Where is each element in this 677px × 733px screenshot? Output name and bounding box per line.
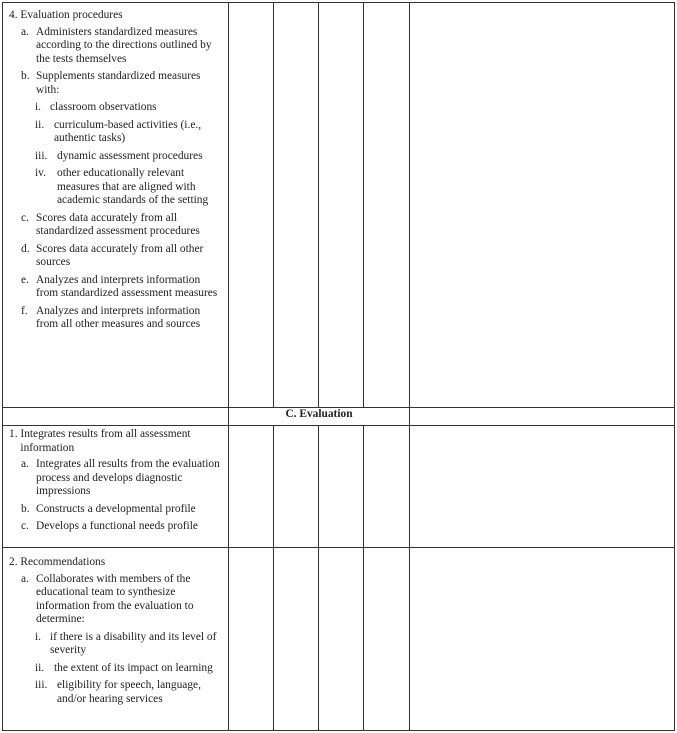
rating-cell[interactable] (229, 3, 274, 408)
item-number: 4. (9, 9, 18, 21)
item-title: Integrates results from all assessment information (20, 428, 191, 454)
notes-cell[interactable] (410, 548, 675, 731)
rating-cell[interactable] (319, 426, 364, 548)
item-cell (3, 3, 229, 408)
rating-cell[interactable] (364, 3, 410, 408)
rating-cell[interactable] (364, 426, 410, 548)
sub-sub-item: i. if there is a disability and its level of severity (35, 630, 217, 656)
item-number: 1. (9, 428, 18, 440)
item-cell (3, 548, 229, 731)
heading-notes-cell (410, 408, 675, 426)
evaluation-rating-table (2, 2, 675, 731)
sub-sub-item: iv. other educationally relevant measures that are aligned with academic standards of the setting (35, 167, 209, 206)
rating-cell[interactable] (229, 426, 274, 548)
item-cell (3, 426, 229, 548)
sub-item: c. Develops a functional needs profile (21, 520, 198, 532)
row-evaluation-procedures (3, 3, 675, 408)
sub-sub-item: iii. dynamic assessment procedures (35, 149, 203, 162)
rating-cell[interactable] (364, 548, 410, 731)
item-number: 2. (9, 556, 18, 568)
rating-cell[interactable] (229, 548, 274, 731)
sub-sub-item: ii. the extent of its impact on learning (35, 661, 213, 674)
rating-cell[interactable] (319, 548, 364, 731)
item-title: Evaluation procedures (20, 9, 123, 21)
sub-sub-item: ii. curriculum-based activities (i.e., authentic tasks) (35, 118, 202, 144)
sub-sub-item: i. classroom observations (35, 101, 157, 113)
notes-cell[interactable] (410, 3, 675, 408)
rating-cell[interactable] (274, 426, 319, 548)
sub-item: a. Integrates all results from the evaluation process and develops diagnostic impressions (21, 458, 220, 497)
item-title: Recommendations (20, 556, 106, 568)
notes-cell[interactable] (410, 426, 675, 548)
row-section-heading (3, 408, 675, 426)
section-heading: C. Evaluation (229, 408, 410, 426)
sub-item: b. Supplements standardized measures with: (21, 70, 201, 96)
sub-item: a. Administers standardized measures according to the directions outlined by the tests themselves (21, 25, 212, 65)
item-heading (9, 556, 224, 570)
item-heading (9, 428, 224, 455)
sub-sub-item: iii. eligibility for speech, language, and/or hearing services (35, 679, 201, 705)
sub-item: c. Scores data accurately from all standardized assessment procedures (21, 211, 200, 237)
row-recommendations (3, 548, 675, 731)
row-integrates-results (3, 426, 675, 548)
item-heading (9, 9, 224, 23)
sub-item: e. Analyzes and interprets information from standardized assessment measures (21, 273, 218, 299)
rating-cell[interactable] (319, 3, 364, 408)
sub-item: d. Scores data accurately from all other sources (21, 242, 204, 268)
rating-cell[interactable] (274, 3, 319, 408)
sub-item: a. Collaborates with members of the educational team to synthesize information from the evaluation to determine: (21, 572, 194, 625)
heading-spacer-cell (3, 408, 229, 426)
sub-item: f. Analyzes and interprets information from all other measures and sources (21, 304, 201, 330)
rating-cell[interactable] (274, 548, 319, 731)
sub-item: b. Constructs a developmental profile (21, 502, 196, 515)
